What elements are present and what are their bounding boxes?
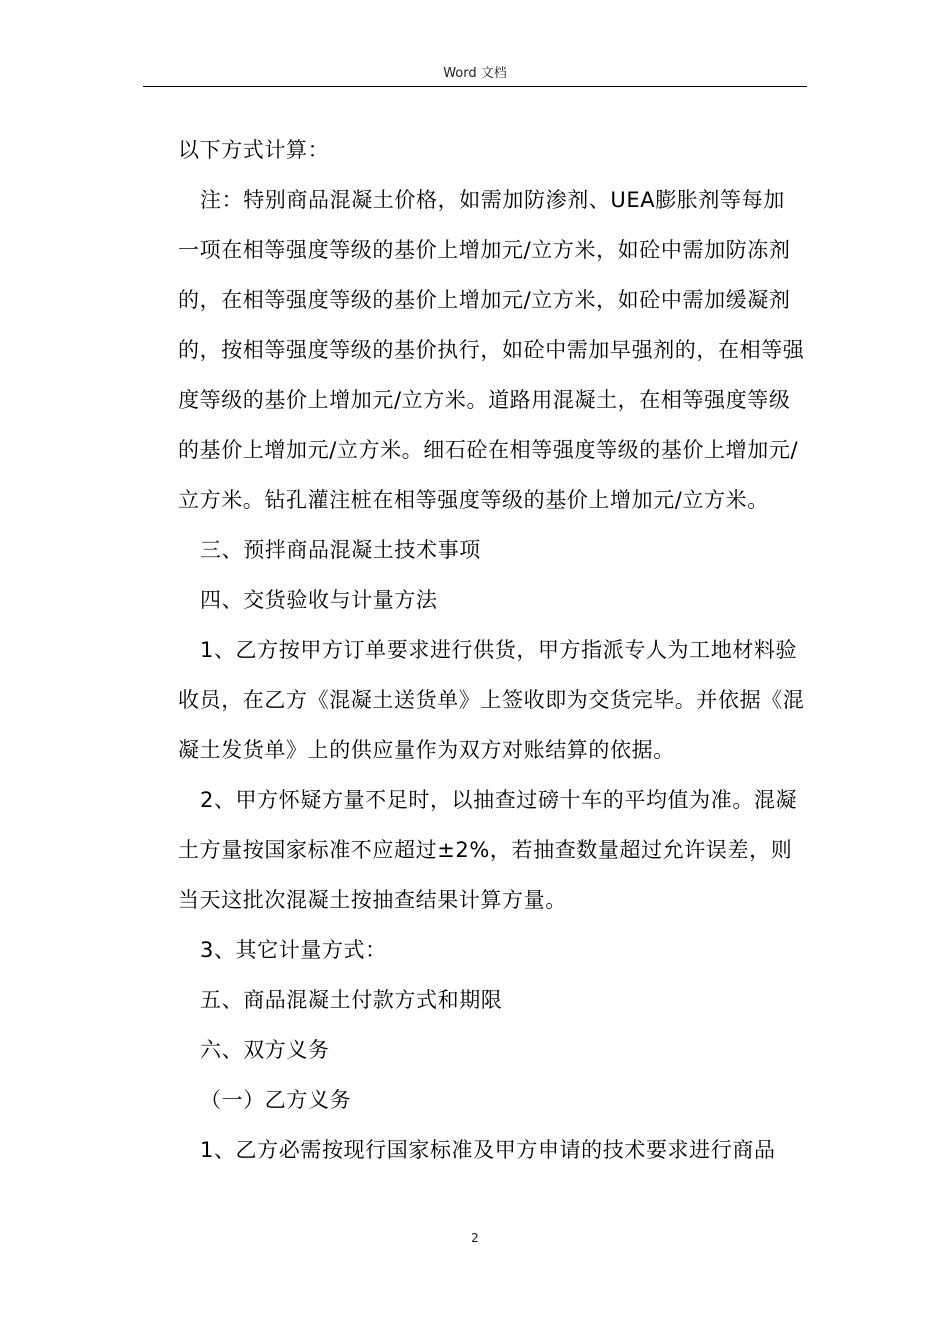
paragraph-item-2: 2、甲方怀疑方量不足时，以抽查过磅十车的平均值为准。混凝土方量按国家标准不应超过±2%，若抽查数量超过允许误差，则当天这批次混凝土按抽查结果计算方量。 [178, 788, 798, 912]
section-heading-5: 五、商品混凝土付款方式和期限 [200, 988, 503, 1012]
paragraph-calc-method: 以下方式计算： [178, 138, 330, 162]
header-title: Word 文档 [443, 66, 507, 81]
section-heading-3: 三、预拌商品混凝土技术事项 [200, 538, 481, 562]
page-number: 2 [471, 1231, 479, 1245]
section-heading-6: 六、双方义务 [200, 1038, 330, 1062]
document-body [178, 125, 806, 1175]
paragraph-item-1: 1、乙方按甲方订单要求进行供货，甲方指派专人为工地材料验收员，在乙方《混凝土送货单》上签收即为交货完毕。并依据《混凝土发货单》上的供应量作为双方对账结算的依据。 [178, 638, 805, 762]
subsection-heading-1: （一）乙方义务 [200, 1088, 352, 1112]
paragraph-obligation-1: 1、乙方必需按现行国家标准及甲方申请的技术要求进行商品 [200, 1138, 776, 1162]
paragraph-item-3: 3、其它计量方式： [200, 938, 387, 962]
header-divider [143, 86, 807, 87]
section-heading-4: 四、交货验收与计量方法 [200, 588, 438, 612]
paragraph-note: 注：特别商品混凝土价格，如需加防渗剂、UEA膨胀剂等每加一项在相等强度等级的基价上增加元/立方米，如砼中需加防冻剂的，在相等强度等级的基价上增加元/立方米，如砼中需加缓凝剂的，按相等强度等级的基价执行，如砼中需加早强剂的，在相等强度等级的基价上增加元/立方米。道路用混凝土，在相等强度等级的基价上增加元/立方米。细石砼在相等强度等级的基价上增加元/立方米。钻孔灌注桩在相等强度等级的基价上增加元/立方米。 [178, 188, 805, 512]
